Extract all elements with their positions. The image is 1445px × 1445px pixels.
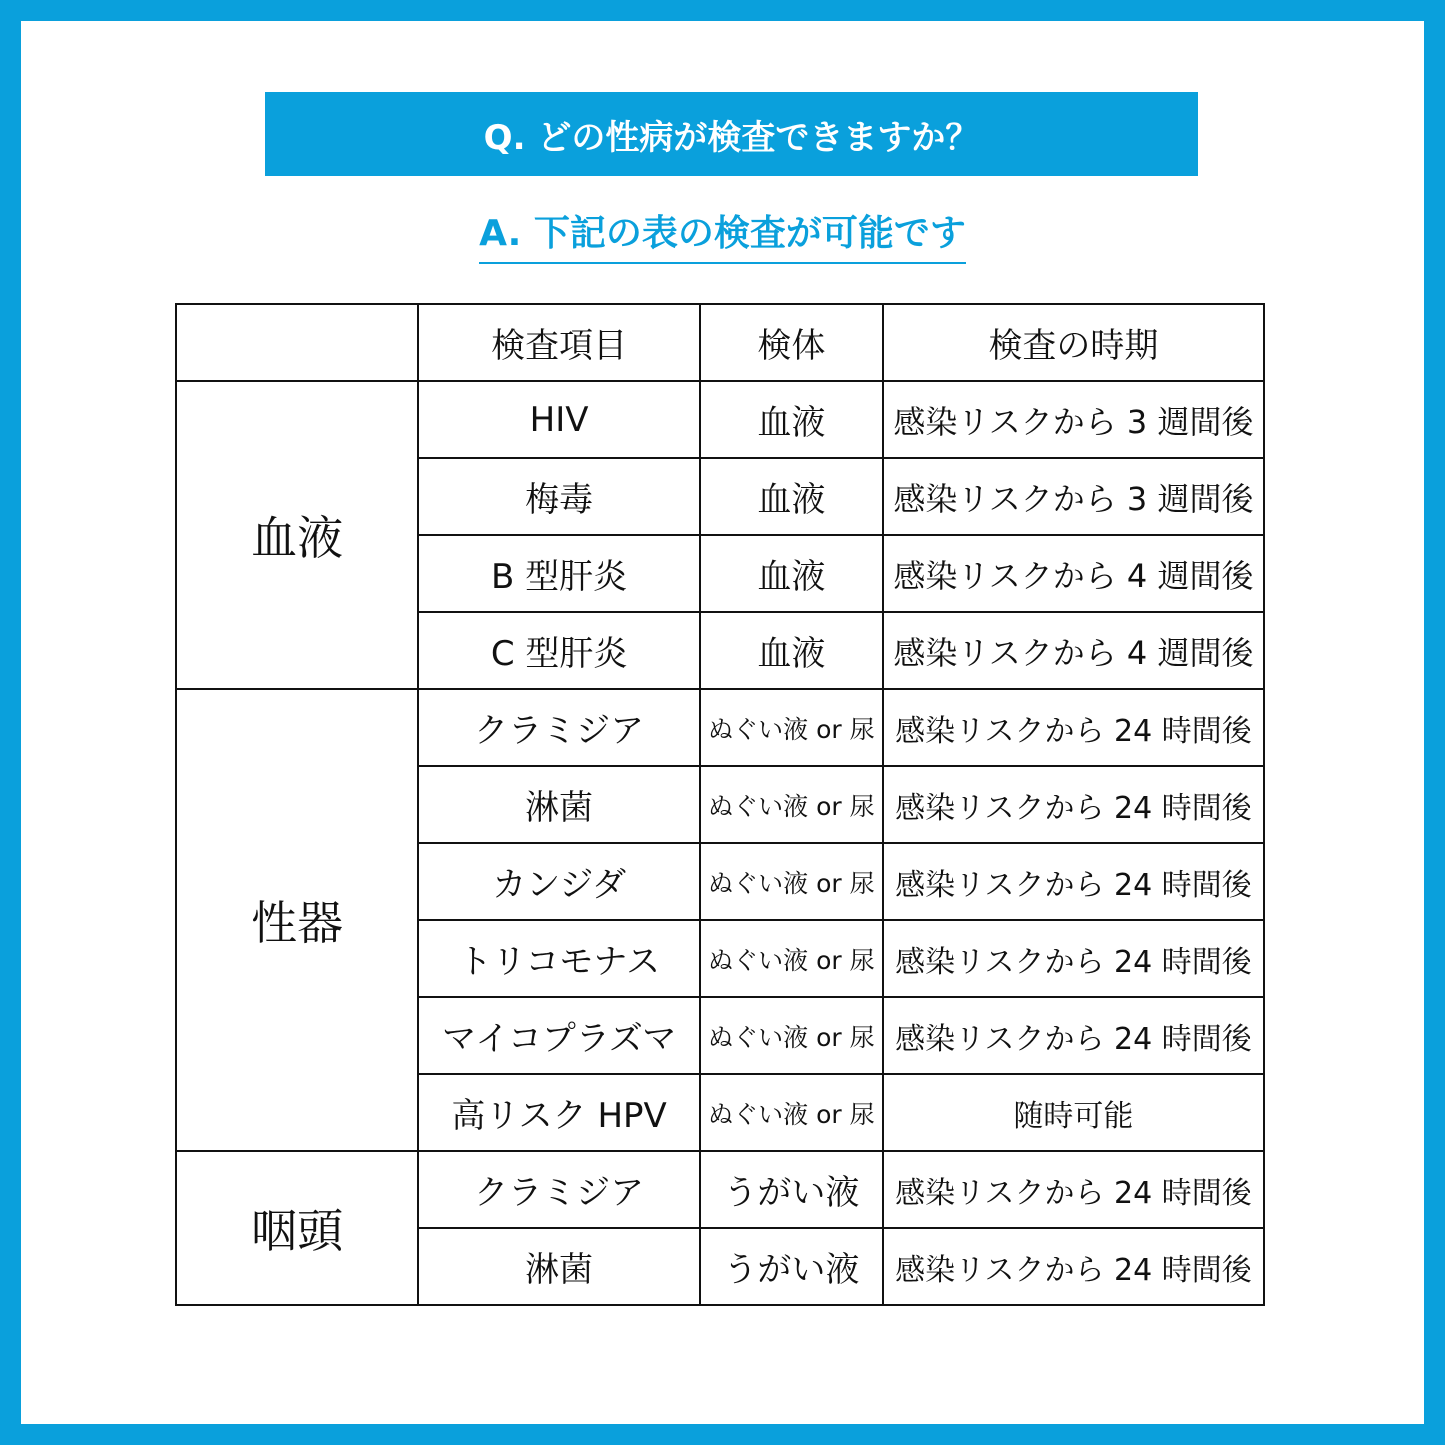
header-test-item: 検査項目: [418, 304, 700, 381]
test-timing: 感染リスクから 24 時間後: [883, 843, 1264, 920]
sample-type: 血液: [700, 535, 883, 612]
sample-type: ぬぐい液 or 尿: [700, 843, 883, 920]
test-timing: 感染リスクから 3 週間後: [883, 381, 1264, 458]
test-timing: 感染リスクから 24 時間後: [883, 920, 1264, 997]
test-item: クラミジア: [418, 689, 700, 766]
test-timing: 感染リスクから 24 時間後: [883, 1228, 1264, 1305]
answer-text: A. 下記の表の検査が可能です: [479, 205, 966, 264]
table-header-row: [176, 304, 1264, 381]
category-genital: 性器: [176, 689, 418, 1151]
sample-type: うがい液: [700, 1228, 883, 1305]
test-item: クラミジア: [418, 1151, 700, 1228]
test-item: B 型肝炎: [418, 535, 700, 612]
table-row: [176, 1151, 1264, 1228]
header-blank: [176, 304, 418, 381]
test-timing: 感染リスクから 24 時間後: [883, 1151, 1264, 1228]
question-banner: [265, 92, 1198, 176]
category-blood: 血液: [176, 381, 418, 689]
test-timing: 感染リスクから 24 時間後: [883, 766, 1264, 843]
answer-heading: [0, 205, 1445, 264]
test-item: 高リスク HPV: [418, 1074, 700, 1151]
category-throat: 咽頭: [176, 1151, 418, 1305]
header-sample: 検体: [700, 304, 883, 381]
test-timing: 感染リスクから 24 時間後: [883, 997, 1264, 1074]
sample-type: ぬぐい液 or 尿: [700, 1074, 883, 1151]
test-item: C 型肝炎: [418, 612, 700, 689]
test-timing: 感染リスクから 24 時間後: [883, 689, 1264, 766]
sample-type: ぬぐい液 or 尿: [700, 766, 883, 843]
test-timing: 随時可能: [883, 1074, 1264, 1151]
test-item: 淋菌: [418, 766, 700, 843]
sample-type: 血液: [700, 458, 883, 535]
test-timing: 感染リスクから 4 週間後: [883, 612, 1264, 689]
sample-type: ぬぐい液 or 尿: [700, 997, 883, 1074]
question-text: Q. どの性病が検査できますか？: [483, 117, 980, 158]
table-row: [176, 689, 1264, 766]
test-item: 梅毒: [418, 458, 700, 535]
test-item: 淋菌: [418, 1228, 700, 1305]
test-table: [175, 303, 1265, 1306]
test-timing: 感染リスクから 4 週間後: [883, 535, 1264, 612]
sample-type: 血液: [700, 612, 883, 689]
test-item: カンジダ: [418, 843, 700, 920]
test-item: マイコプラズマ: [418, 997, 700, 1074]
sample-type: うがい液: [700, 1151, 883, 1228]
test-item: トリコモナス: [418, 920, 700, 997]
sample-type: 血液: [700, 381, 883, 458]
table-row: [176, 381, 1264, 458]
test-item: HIV: [418, 381, 700, 458]
sample-type: ぬぐい液 or 尿: [700, 689, 883, 766]
header-timing: 検査の時期: [883, 304, 1264, 381]
sample-type: ぬぐい液 or 尿: [700, 920, 883, 997]
test-timing: 感染リスクから 3 週間後: [883, 458, 1264, 535]
